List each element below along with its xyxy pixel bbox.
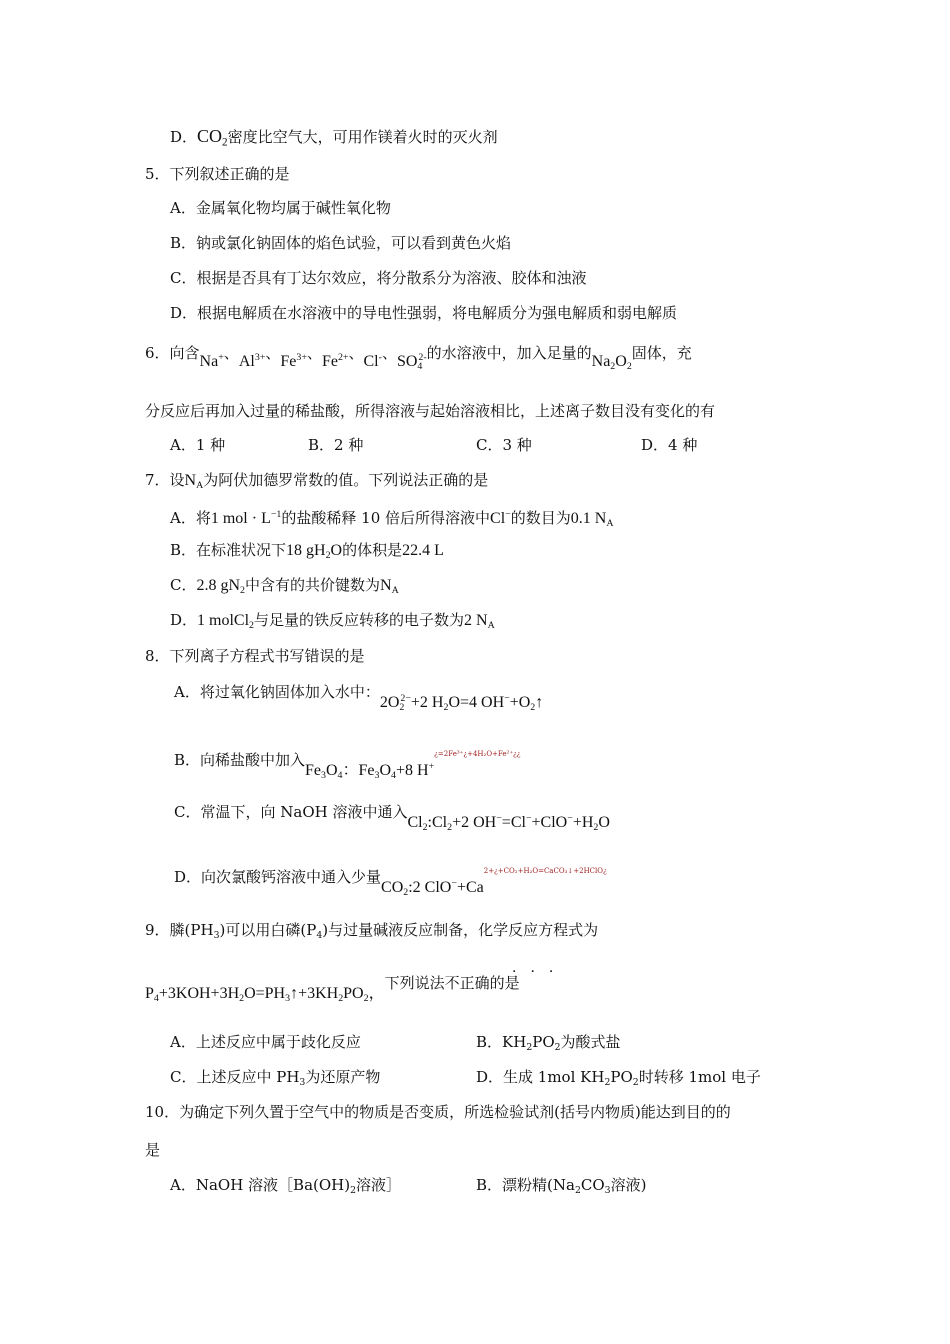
q8-option-d: D．向次氯酸钙溶液中通入少量$CO_2:2$ $ClO^-+Ca^{2+¿+CO_2+H_2O=CaCO_3↓+2HClO¿}$ bbox=[174, 867, 607, 898]
q5-stem: 5．下列叙述正确的是 bbox=[145, 165, 290, 183]
q7-option-d: D．1 molCl$_2$与足量的铁反应转移的电子数为2 $N_A$ bbox=[170, 611, 495, 631]
q10-option-b: B．漂粉精($Na_2CO_3$溶液) bbox=[476, 1176, 647, 1196]
q6-stem-line2: 分反应后再加入过量的稀盐酸，所得溶液与起始溶液相比，上述离子数目没有变化的有 bbox=[145, 402, 716, 420]
q6-option-a: A．1 种 bbox=[170, 436, 226, 454]
q9-option-d: D．生成 1mol $KH_2PO_2$时转移 1mol 电子 bbox=[476, 1068, 761, 1088]
q8-option-c: C．常温下，向 NaOH 溶液中通入$Cl_2:Cl_2+2$ $OH^-=Cl^-+ClO^-+H_2O$ bbox=[174, 803, 610, 833]
q7-option-a: A．将1 mol · $L^{-1}$的盐酸稀释 10 倍后所得溶液中Cl−的数目为0.1 $N_A$ bbox=[170, 508, 614, 529]
q7-option-c: C．2.8 $gN_2$中含有的共价键数为$N_A$ bbox=[170, 576, 399, 596]
q9-stem-line2: $P_4+3KOH+3H_2O=PH_3↑+3KH_2PO_2$，下列说法不正确的是 bbox=[145, 974, 520, 1004]
q10-option-a: A．NaOH 溶液$[Ba(OH)_2$溶液］ bbox=[170, 1176, 402, 1196]
q5-option-c: C．根据是否具有丁达尔效应，将分散系分为溶液、胶体和浊液 bbox=[170, 269, 587, 287]
q9-option-a: A．上述反应中属于歧化反应 bbox=[170, 1033, 361, 1051]
q6-option-b: B．2 种 bbox=[308, 436, 364, 454]
q6-stem-line1: 6．向含Na+、$Al^{3+}$、$Fe^{3+}$、$Fe^{2+}$、Cl-、$SO_4^{2-}$的水溶液中，加入足量的$Na_2O_2$固体，充 bbox=[145, 344, 692, 372]
q6-option-d: D．4 种 bbox=[641, 436, 698, 454]
q9-option-c: C．上述反应中 $PH_3$为还原产物 bbox=[170, 1068, 381, 1088]
q5-option-b: B．钠或氯化钠固体的焰色试验，可以看到黄色火焰 bbox=[170, 234, 512, 252]
emphasis-dots: ··· bbox=[512, 964, 568, 980]
q7-option-b: B．在标准状况下18 $gH_2O$的体积是22.4 L bbox=[170, 541, 444, 561]
q10-stem-line1: 10．为确定下列久置于空气中的物质是否变质，所选检验试剂(括号内物质)能达到目的的 bbox=[145, 1103, 731, 1121]
q5-option-d: D．根据电解质在水溶液中的导电性强弱，将电解质分为强电解质和弱电解质 bbox=[170, 304, 678, 322]
q6-option-c: C．3 种 bbox=[476, 436, 532, 454]
q9-stem-line1: 9．膦$(PH_3)$可以用白磷$(P_4)$与过量碱液反应制备，化学反应方程式为 bbox=[145, 921, 599, 941]
q9-option-b: B．$KH_2PO_2$为酸式盐 bbox=[476, 1033, 621, 1053]
q7-stem: 7．设$N_A$为阿伏加德罗常数的值。下列说法正确的是 bbox=[145, 471, 489, 491]
q8-option-b: B．向稀盐酸中加入$Fe_3O_4$：$Fe_3O_4+8$ $H^{+¿=2Fe^{3+}¿+4H_2O+Fe^{2+}¿¿}$ bbox=[174, 750, 521, 781]
q10-stem-line2: 是 bbox=[145, 1141, 161, 1159]
q4-option-d: D．$CO_2$密度比空气大，可用作镁着火时的灭火剂 bbox=[170, 126, 498, 149]
q5-option-a: A．金属氧化物均属于碱性氧化物 bbox=[170, 199, 391, 217]
q8-option-a: A．将过氧化钠固体加入水中：$2O_2^{2-}+2$ $H_2O=4$ $OH^-+O_2↑$ bbox=[174, 683, 544, 713]
q8-stem: 8．下列离子方程式书写错误的是 bbox=[145, 647, 365, 665]
